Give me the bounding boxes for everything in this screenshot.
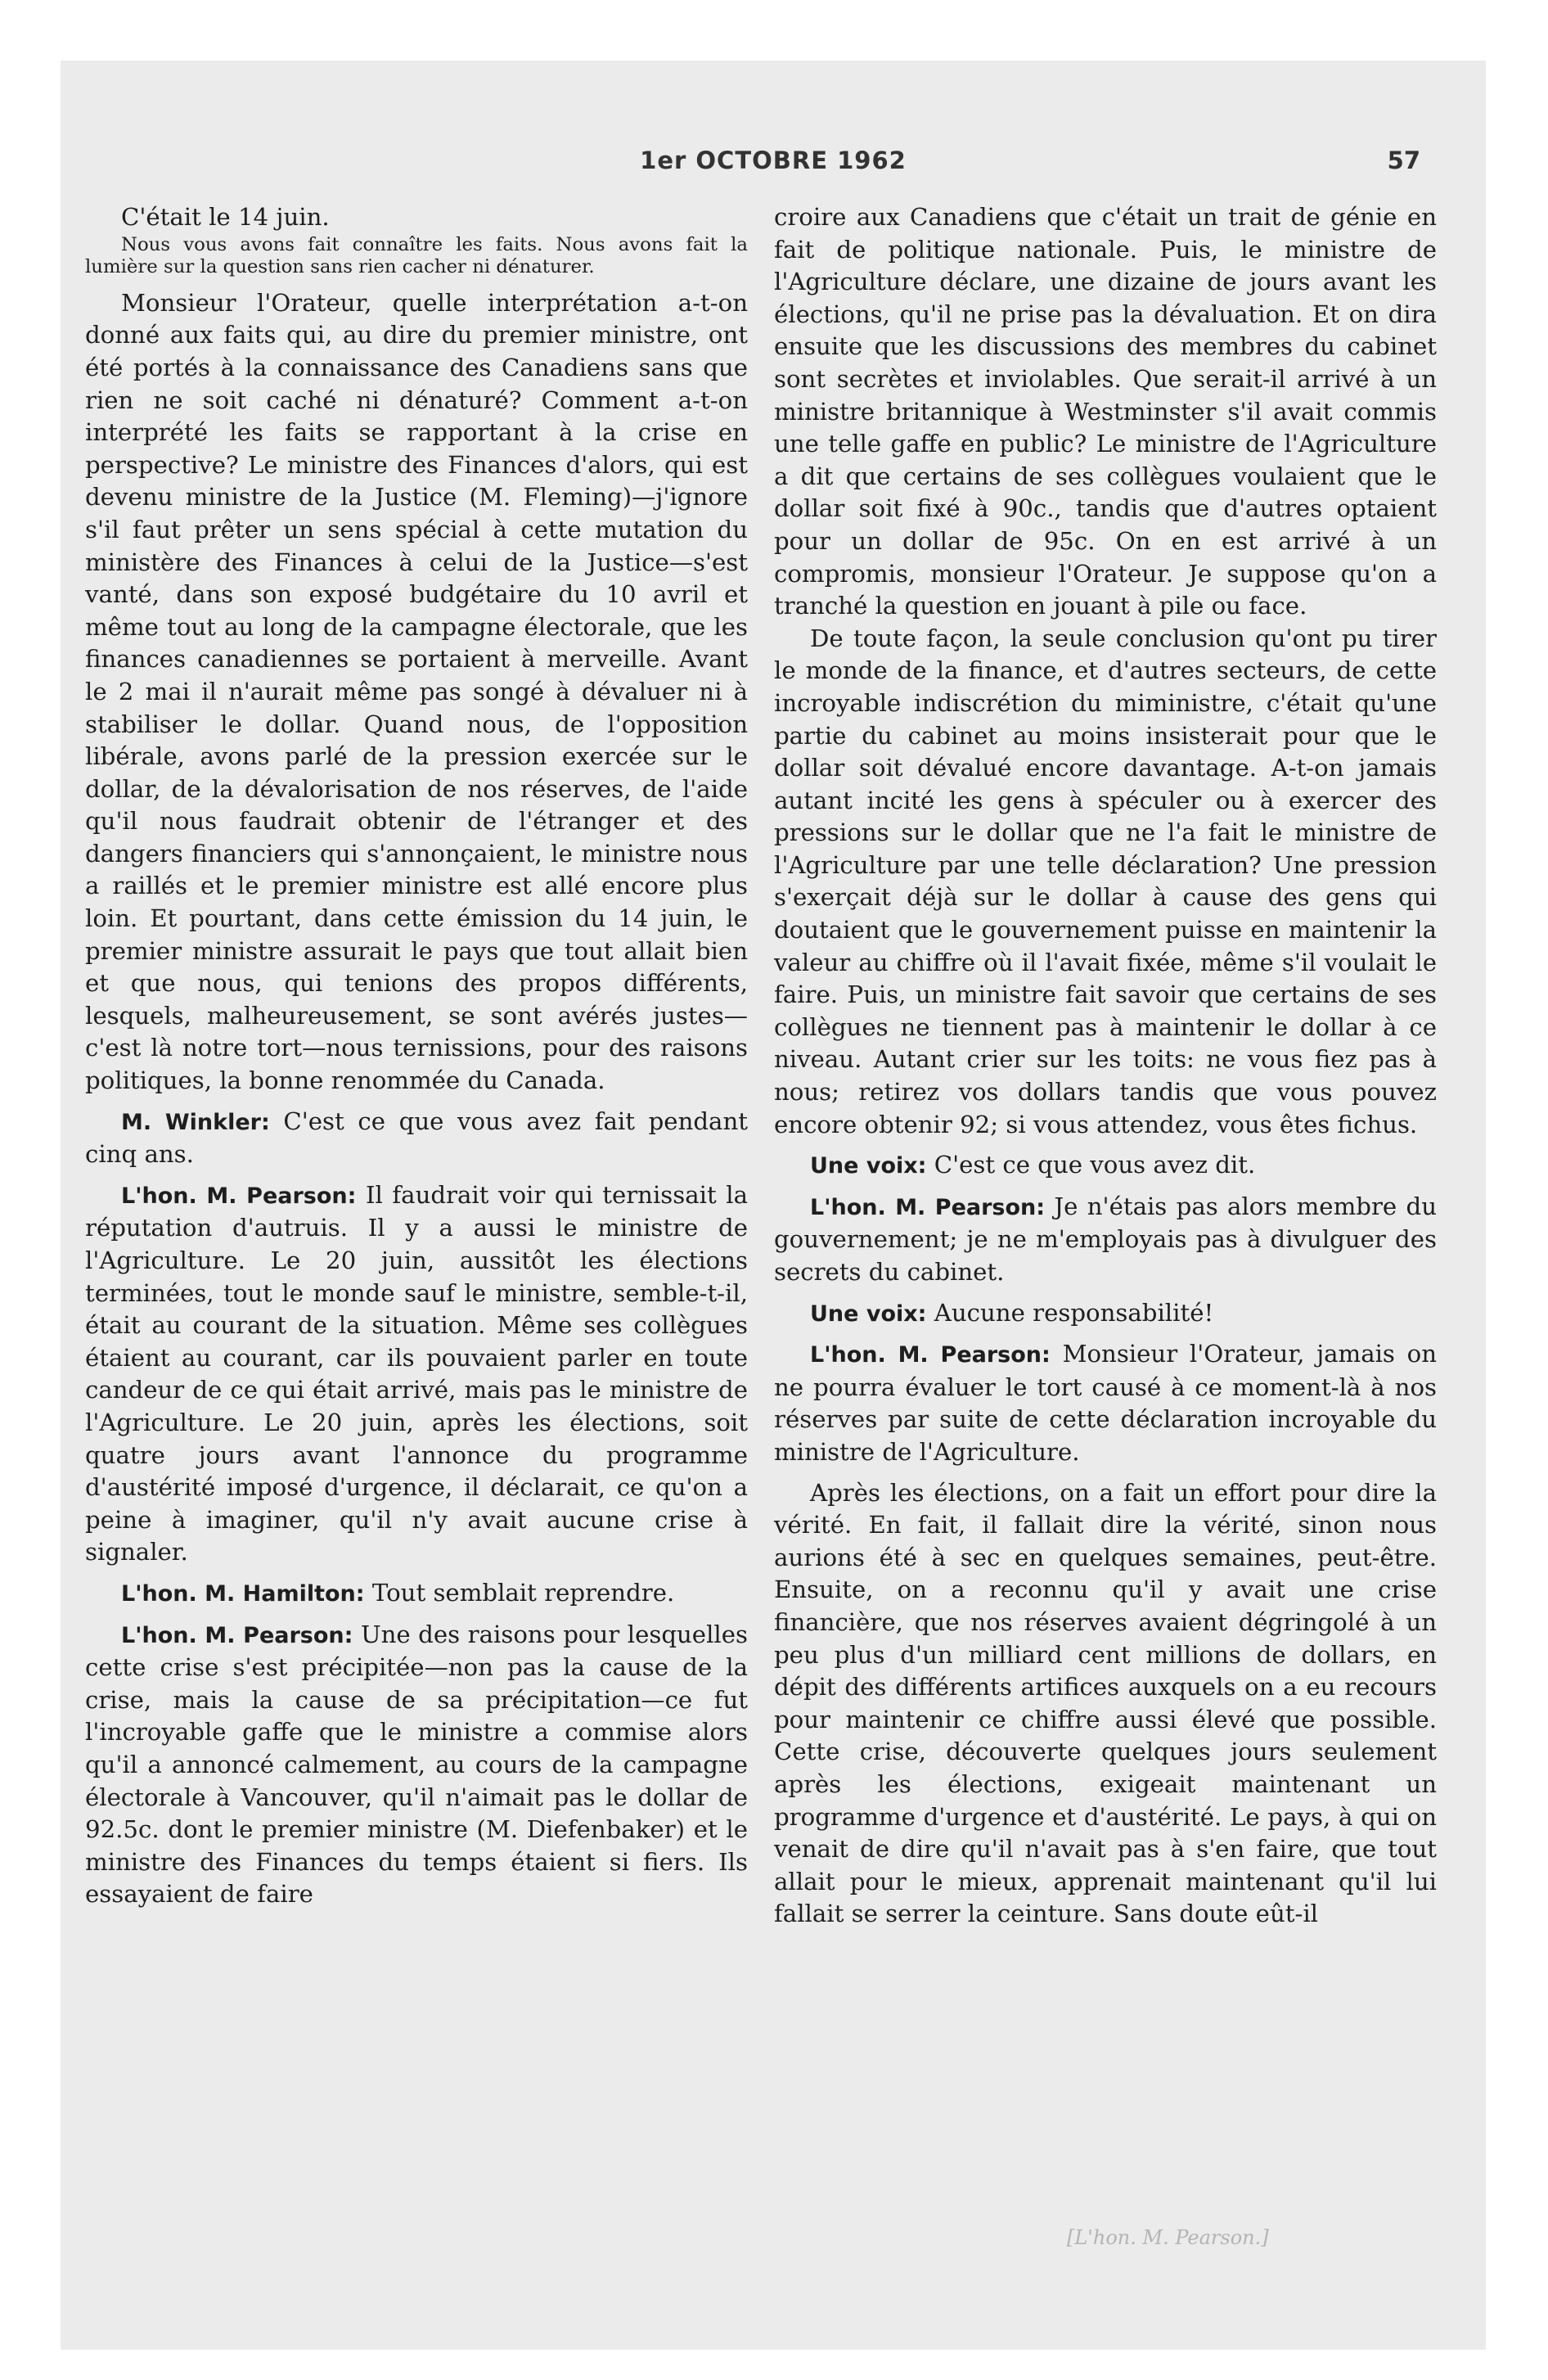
speech-paragraph (85, 1106, 748, 1171)
quoted-statement: Nous vous avons fait connaître les faits. Nous avons fait la lumière sur la question sans rien cacher ni dénaturer. (85, 233, 748, 278)
speech-text: Monsieur l'Orateur, jamais on ne pourra évaluer le tort causé à ce moment-là à nos réserves par suite de cette déclaration incroyable du ministre de l'Agriculture. (774, 1340, 1438, 1466)
speech-paragraph (85, 1577, 748, 1611)
speech-text: Une des raisons pour lesquelles cette crise s'est précipitée—non pas la cause de la crise, mais la cause de sa précipitation—ce fut l'incroyable gaffe que le ministre a commise alors qu'il a annoncé calmement, au cours de la campagne électorale à Vancouver, qu'il n'aimait pas le dollar de 92.5c. dont le premier ministre (M. Diefenbaker) et le ministre des Finances du temps étaient si fiers. Ils essayaient de faire (85, 1620, 749, 1909)
paragraph: Après les élections, on a fait un effort pour dire la vérité. En fait, il fallait dire la vérité, sinon nous aurions été à sec en quelques semaines, peut-être. Ensuite, on a reconnu qu'il y avait une crise financière, que nos réserves avaient dégringolé à un peu plus d'un milliard cent millions de dollars, en dépit des différents artifices auxquels on a eu recours pour maintenir ce chiffre aussi élevé que possible. Cette crise, découverte quelques jours seulement après les élections, exigeait maintenant un programme d'urgence et d'austérité. Le pays, à qui on venait de dire qu'il n'avait pas à s'en faire, que tout allait pour le mieux, apprenait maintenant qu'il lui fallait se serrer la ceinture. Sans doute eût-il (774, 1478, 1437, 1928)
page-header (61, 146, 1486, 187)
speech-text: Il faudrait voir qui ternissait la réputation d'autruis. Il y a aussi le ministre de l'Agriculture. Le 20 juin, aussitôt les élections terminées, tout le monde sauf le ministre, semble-t-il, était au courant de la situation. Même ses collègues étaient au courant, car ils pouvaient parler en toute candeur de ce qui était arrivé, mais pas le ministre de l'Agriculture. Le 20 juin, après les élections, soit quatre jours avant l'annonce du programme d'austérité imposé d'urgence, il déclarait, ce qu'on a peine à imaginer, qu'il n'y avait aucune crise à signaler. (85, 1180, 748, 1566)
speech-paragraph (774, 1338, 1437, 1468)
right-column (774, 201, 1437, 1931)
speaker-name: L'hon. M. Hamilton: (121, 1580, 365, 1607)
left-column (85, 201, 748, 1911)
header-date: 1er OCTOBRE 1962 (640, 146, 907, 174)
speaker-name: Une voix: (810, 1300, 927, 1327)
speech-text: Je n'étais pas alors membre du gouvernement; je ne m'employais pas à divulguer des secrets du cabinet. (774, 1192, 1437, 1286)
speaker-name: L'hon. M. Pearson: (810, 1342, 1051, 1368)
speaker-name: M. Winkler: (121, 1109, 270, 1135)
paragraph: De toute façon, la seule conclusion qu'ont pu tirer le monde de la finance, et d'autres secteurs, de cette incroyable indiscrétion du miministre, c'était qu'une partie du cabinet au moins insisterait pour que le dollar soit dévalué encore davantage. A-t-on jamais autant incité les gens à spéculer ou à exercer des pressions sur le dollar que ne l'a fait le ministre de l'Agriculture par une telle déclaration? Une pression s'exerçait déjà sur le dollar à cause des gens qui doutaient que le gouvernement puisse en maintenir la valeur au chiffre où il l'avait fixée, même s'il voulait le faire. Puis, un ministre fait savoir que certains de ses collègues ne tiennent pas à maintenir le dollar à ce niveau. Autant crier sur les toits: ne vous fiez pas à nous; retirez vos dollars tandis que vous pouvez encore obtenir 92; si vous attendez, vous êtes fichus. (774, 624, 1437, 1138)
speech-paragraph (85, 1619, 748, 1911)
speech-text: Aucune responsabilité! (934, 1298, 1214, 1327)
document-page (61, 61, 1486, 2350)
speaker-name: L'hon. M. Pearson: (810, 1194, 1046, 1220)
speech-text: Tout semblait reprendre. (371, 1578, 675, 1607)
date-line: C'était le 14 juin. (121, 203, 330, 231)
speech-text: C'est ce que vous avez dit. (934, 1151, 1256, 1179)
speaker-name: L'hon. M. Pearson: (121, 1622, 353, 1648)
speaker-name: L'hon. M. Pearson: (121, 1183, 357, 1209)
speech-text: C'est ce que vous avez fait pendant cinq ans. (85, 1107, 748, 1169)
speech-paragraph (85, 1179, 748, 1569)
paragraph-continued: croire aux Canadiens que c'était un trait de génie en fait de politique nationale. Puis, le ministre de l'Agriculture déclare, une dizaine de jours avant les élections, qu'il ne prise pas la dévaluation. Et on dira ensuite que les discussions des membres du cabinet sont secrètes et inviolables. Que serait-il arrivé à un ministre britannique à Westminster s'il avait commis une telle gaffe en public? Le ministre de l'Agriculture a dit que certains de ses collègues voulaient que le dollar soit fixé à 90c., tandis que d'autres optaient pour un dollar de 95c. On en est arrivé à un compromis, monsieur l'Orateur. Je suppose qu'on a tranché la question en jouant à pile ou face. (774, 203, 1437, 620)
speech-paragraph (774, 1191, 1437, 1289)
speech-paragraph (774, 1297, 1437, 1331)
speaker-name: Une voix: (810, 1153, 927, 1179)
speech-paragraph (774, 1149, 1437, 1183)
bleed-through-footer: [L'hon. M. Pearson.] (1067, 2226, 1269, 2249)
page-number: 57 (1387, 146, 1420, 174)
paragraph: Monsieur l'Orateur, quelle interprétation a-t-on donné aux faits qui, au dire du premier ministre, ont été portés à la connaissance des Canadiens sans que rien ne soit caché ni dénaturé? Comment a-t-on interprété les faits se rapportant à la crise en perspective? Le ministre des Finances d'alors, qui est devenu ministre de la Justice (M. Fleming)—j'ignore s'il faut prêter un sens spécial à cette mutation du ministère des Finances à celui de la Justice—s'est vanté, dans son exposé budgétaire du 10 avril et même tout au long de la campagne électorale, que les finances canadiennes se portaient à merveille. Avant le 2 mai il n'aurait même pas songé à dévaluer ni à stabiliser le dollar. Quand nous, de l'opposition libérale, avons parlé de la pression exercée sur le dollar, de la dévalorisation de nos réserves, de l'aide qu'il nous faudrait obtenir de l'étranger et des dangers financiers qui s'annonçaient, le ministre nous a raillés et le premier ministre est allé encore plus loin. Et pourtant, dans cette émission du 14 juin, le premier ministre assurait le pays que tout allait bien et que nous, qui tenions des propos différents, lesquels, malheureusement, se sont avérés justes—c'est là notre tort—nous ternissions, pour des raisons politiques, la bonne renommée du Canada. (85, 288, 748, 1095)
